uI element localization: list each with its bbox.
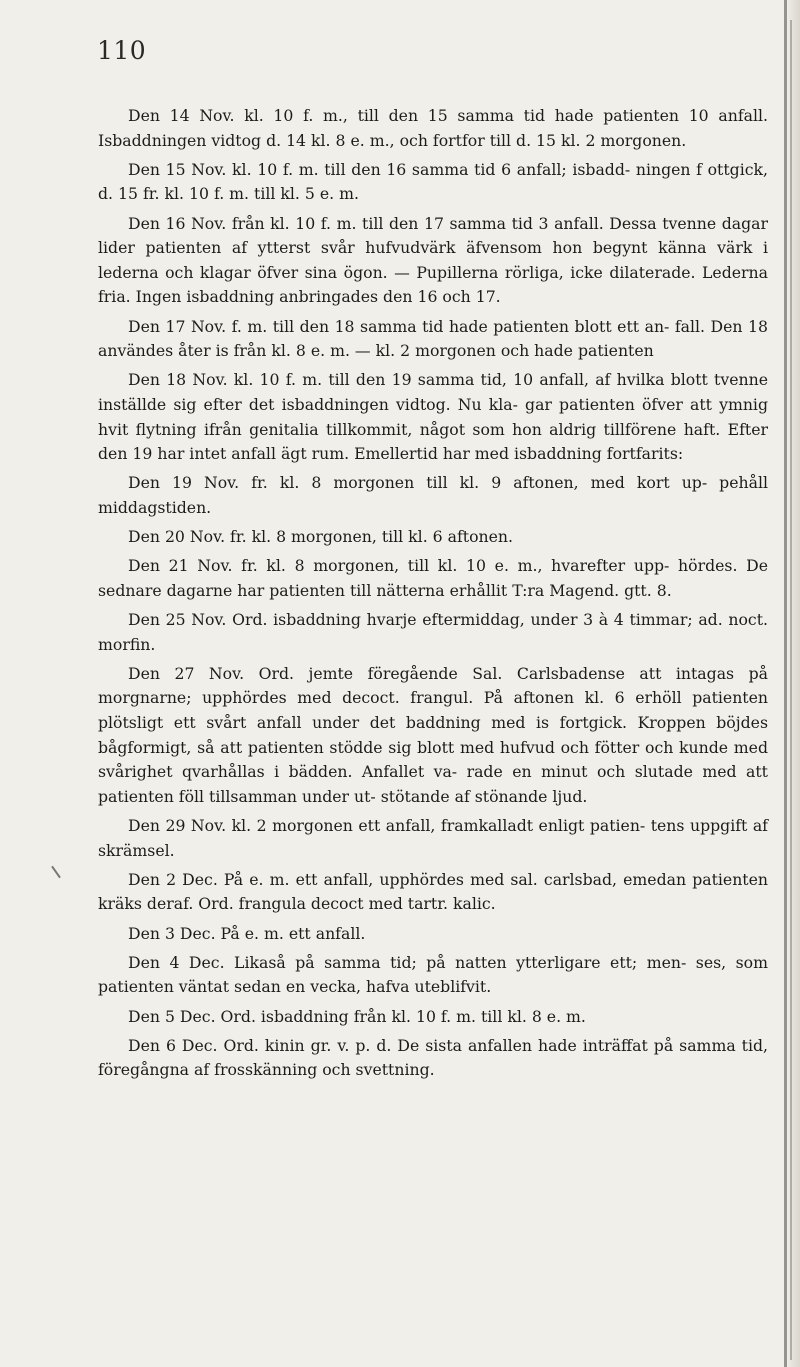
- page-edge-shadow: [786, 0, 800, 1367]
- paragraph-nov-19: Den 19 Nov. fr. kl. 8 morgonen till kl. 9 aftonen, med kort up- pehåll middagstiden.: [98, 473, 768, 517]
- paragraph-dec-2: Den 2 Dec. På e. m. ett anfall, upphördes med sal. carlsbad, emedan patienten kräks deraf. Ord. frangula decoct med tartr. kalic.: [98, 869, 768, 914]
- paragraph-nov-25: Den 25 Nov. Ord. isbaddning hvarje eftermiddag, under 3 à 4 timmar; ad. noct. morfin.: [98, 610, 768, 654]
- body-text: [98, 104, 768, 1087]
- margin-mark: [51, 866, 61, 879]
- paragraph-nov-29: Den 29 Nov. kl. 2 morgonen ett anfall, framkalladt enligt patien- tens uppgift af skrämsel.: [98, 815, 768, 860]
- page-number: 110: [97, 36, 147, 65]
- binding-edge-line: [784, 0, 787, 1367]
- binding-edge-line-inner: [790, 20, 792, 1360]
- paragraph-nov-18: Den 18 Nov. kl. 10 f. m. till den 19 samma tid, 10 anfall, af hvilka blott tvenne inställde sig efter det isbaddningen vidtog. Nu kla- gar patienten öfver att ymnig hvit flytning ifrån genitalia tillkommit, något som hon aldrig tillförene haft. Efter den 19 har intet anfall ägt rum. Emellertid har med isbaddning fortfarits:: [98, 370, 768, 464]
- paragraph-nov-15: Den 15 Nov. kl. 10 f. m. till den 16 samma tid 6 anfall; isbadd- ningen f ottgick, d. 15 fr. kl. 10 f. m. till kl. 5 e. m.: [98, 159, 768, 204]
- paragraph-nov-17: Den 17 Nov. f. m. till den 18 samma tid hade patienten blott ett an- fall. Den 18 användes åter is från kl. 8 e. m. — kl. 2 morgonen och hade patienten: [98, 316, 768, 361]
- paragraph-nov-16: Den 16 Nov. från kl. 10 f. m. till den 17 samma tid 3 anfall. Dessa tvenne dagar lider patienten af ytterst svår hufvudvärk äfvensom hon begynt känna värk i lederna och klagar öfver sina ögon. — Pupillerna rörliga, icke dilaterade. Lederna fria. Ingen isbaddning anbringades den 16 och 17.: [98, 213, 768, 307]
- paragraph-nov-20: Den 20 Nov. fr. kl. 8 morgonen, till kl. 6 aftonen.: [128, 527, 514, 547]
- paragraph-nov-14: Den 14 Nov. kl. 10 f. m., till den 15 samma tid hade patienten 10 anfall. Isbaddningen vidtog d. 14 kl. 8 e. m., och fortfor till d. 15 kl. 2 morgonen.: [98, 106, 768, 150]
- paragraph-dec-4: Den 4 Dec. Likaså på samma tid; på natten ytterligare ett; men- ses, som patienten väntat sedan en vecka, hafva uteblifvit.: [98, 952, 768, 997]
- paragraph-nov-21: Den 21 Nov. fr. kl. 8 morgonen, till kl. 10 e. m., hvarefter upp- hördes. De sednare dagarne har patienten till nätterna erhållit T:ra Magend. gtt. 8.: [98, 556, 768, 600]
- paragraph-dec-3: Den 3 Dec. På e. m. ett anfall.: [128, 923, 366, 943]
- paragraph-dec-6: Den 6 Dec. Ord. kinin gr. v. p. d. De sista anfallen hade inträffat på samma tid, föregångna af frosskänning och svettning.: [98, 1035, 768, 1080]
- paragraph-dec-5: Den 5 Dec. Ord. isbaddning från kl. 10 f. m. till kl. 8 e. m.: [128, 1006, 586, 1026]
- paragraph-nov-27: Den 27 Nov. Ord. jemte föregående Sal. Carlsbadense att intagas på morgnarne; upphördes med decoct. frangul. På aftonen kl. 6 erhöll patienten plötsligt ett svårt anfall under det baddning med is fortgick. Kroppen böjdes bågformigt, så att patienten stödde sig blott med hufvud och fötter och kunde med svårighet qvarhållas i bädden. Anfallet va- rade en minut och slutade med att patienten föll tillsamman under ut- stötande af stönande ljud.: [98, 663, 768, 806]
